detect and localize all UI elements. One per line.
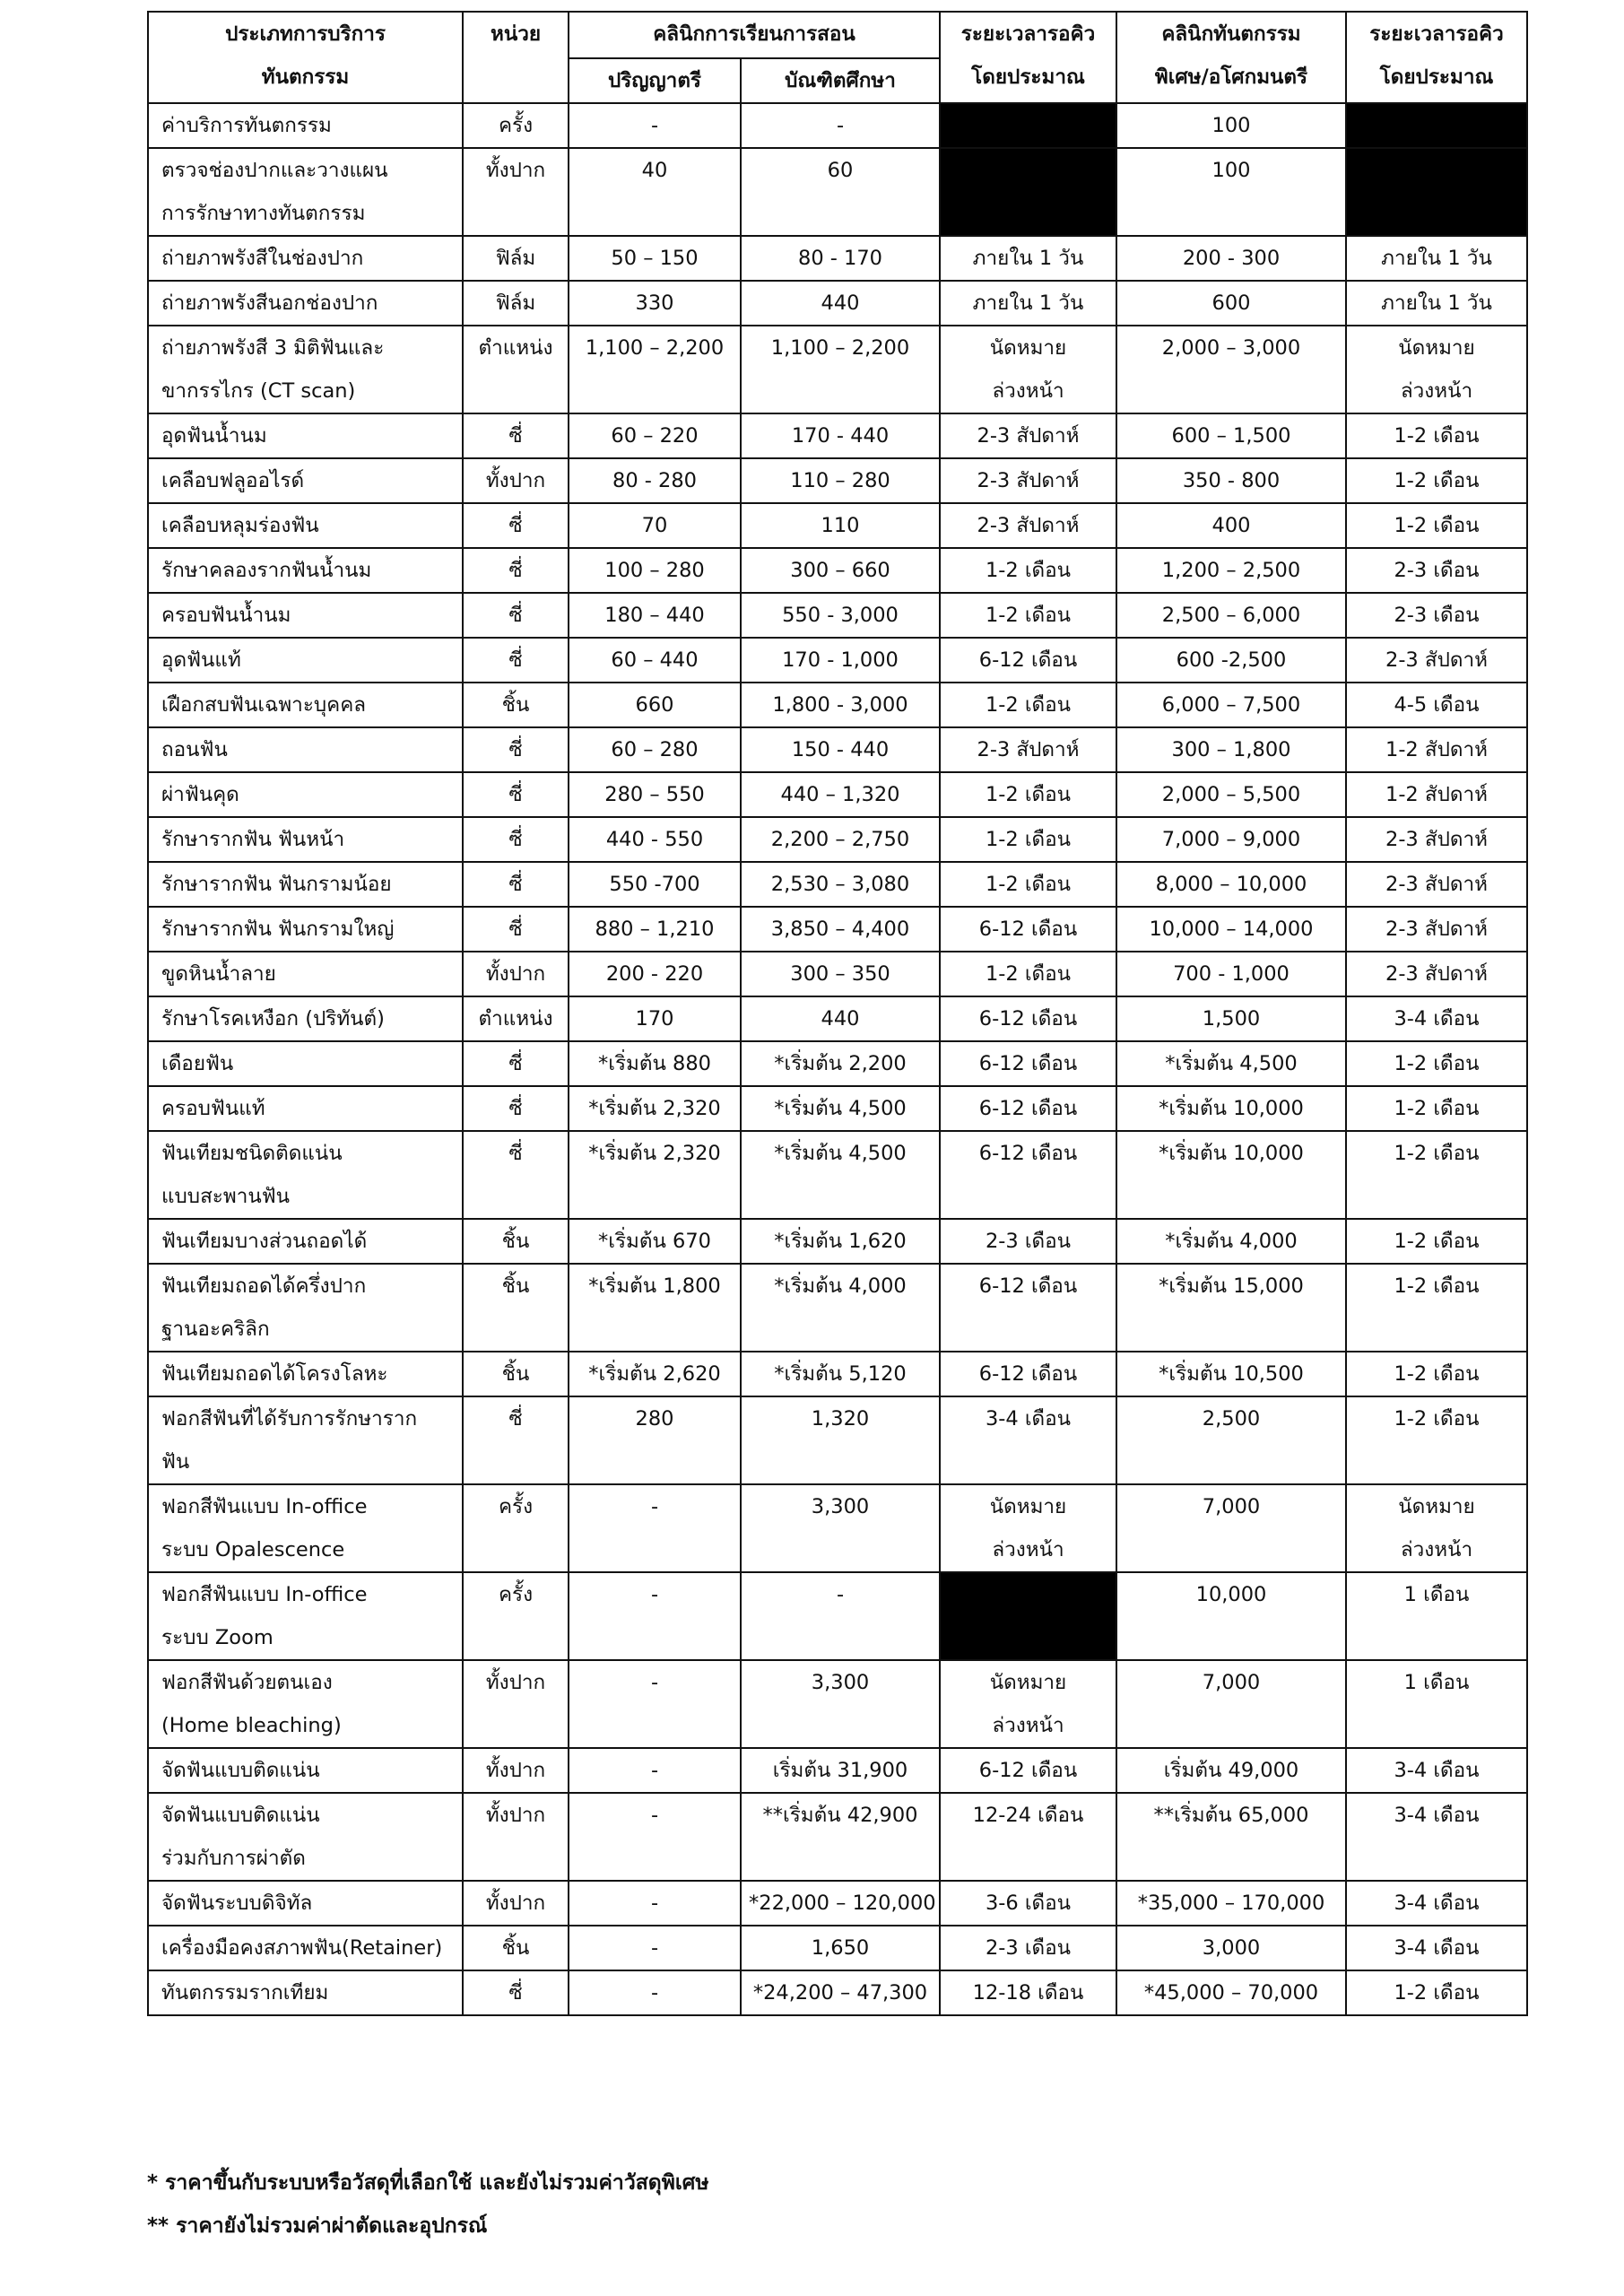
cell-graduate: 3,850 – 4,400 xyxy=(741,907,940,952)
cell-bachelor: 280 xyxy=(569,1396,741,1484)
cell-wait: 3-4 เดือน xyxy=(1346,1926,1527,1970)
cell-graduate: 3,300 xyxy=(741,1660,940,1748)
cell-graduate: 550 - 3,000 xyxy=(741,593,940,638)
cell-wait: นัดหมาย ล่วงหน้า xyxy=(1346,1484,1527,1572)
cell-unit: ซี่ xyxy=(463,862,569,907)
cell-wait: 2-3 สัปดาห์ xyxy=(1346,862,1527,907)
cell-wait: 1-2 สัปดาห์ xyxy=(1346,727,1527,772)
cell-graduate: *เริ่มต้น 1,620 xyxy=(741,1219,940,1264)
cell-special: *45,000 – 70,000 xyxy=(1116,1970,1346,2015)
cell-service: ฟอกสีฟันแบบ In-office ระบบ Opalescence xyxy=(148,1484,463,1572)
cell-bachelor: 200 - 220 xyxy=(569,952,741,996)
cell-unit: ชิ้น xyxy=(463,1219,569,1264)
cell-bachelor: - xyxy=(569,1484,741,1572)
cell-service: รักษารากฟัน ฟันกรามใหญ่ xyxy=(148,907,463,952)
cell-wait: 2-3 สัปดาห์ xyxy=(940,413,1116,458)
cell-wait: 1-2 เดือน xyxy=(1346,503,1527,548)
cell-special: 8,000 – 10,000 xyxy=(1116,862,1346,907)
cell-bachelor: 40 xyxy=(569,148,741,236)
table-row xyxy=(148,1219,1527,1264)
cell-bachelor: 70 xyxy=(569,503,741,548)
table-row xyxy=(148,907,1527,952)
cell-bachelor: 330 xyxy=(569,281,741,326)
table-row xyxy=(148,458,1527,503)
table-row xyxy=(148,548,1527,593)
redacted-cell xyxy=(940,148,1116,236)
cell-unit: ตำแหน่ง xyxy=(463,326,569,413)
cell-service: จัดฟันแบบติดแน่น ร่วมกับการผ่าตัด xyxy=(148,1793,463,1881)
table-row xyxy=(148,862,1527,907)
cell-graduate: 170 - 440 xyxy=(741,413,940,458)
cell-special: *เริ่มต้น 15,000 xyxy=(1116,1264,1346,1352)
cell-service: ขูดหินน้ำลาย xyxy=(148,952,463,996)
header-teaching-clinic: คลินิกการเรียนการสอน xyxy=(569,12,940,58)
table-row xyxy=(148,1484,1527,1572)
cell-wait: 6-12 เดือน xyxy=(940,1041,1116,1086)
cell-service: เครื่องมือคงสภาพฟัน(Retainer) xyxy=(148,1926,463,1970)
cell-special: *เริ่มต้น 4,500 xyxy=(1116,1041,1346,1086)
table-row xyxy=(148,148,1527,236)
cell-wait: 1-2 สัปดาห์ xyxy=(1346,772,1527,817)
cell-special: 600 xyxy=(1116,281,1346,326)
cell-wait: 1-2 เดือน xyxy=(1346,1131,1527,1219)
cell-wait: 6-12 เดือน xyxy=(940,1352,1116,1396)
cell-unit: ชิ้น xyxy=(463,1352,569,1396)
cell-unit: ทั้งปาก xyxy=(463,952,569,996)
cell-special: 2,000 – 3,000 xyxy=(1116,326,1346,413)
cell-unit: ฟิล์ม xyxy=(463,281,569,326)
cell-unit: ซี่ xyxy=(463,413,569,458)
cell-unit: ซี่ xyxy=(463,1086,569,1131)
cell-bachelor: 180 – 440 xyxy=(569,593,741,638)
table-row xyxy=(148,683,1527,727)
cell-wait: 3-4 เดือน xyxy=(1346,1748,1527,1793)
cell-wait: 2-3 สัปดาห์ xyxy=(940,727,1116,772)
header-bachelor: ปริญญาตรี xyxy=(569,58,741,103)
cell-special: เริ่มต้น 49,000 xyxy=(1116,1748,1346,1793)
cell-service: ทันตกรรมรากเทียม xyxy=(148,1970,463,2015)
cell-wait: ภายใน 1 วัน xyxy=(940,281,1116,326)
cell-graduate: *24,200 – 47,300 xyxy=(741,1970,940,2015)
cell-wait: 1 เดือน xyxy=(1346,1572,1527,1660)
cell-service: อุดฟันแท้ xyxy=(148,638,463,683)
cell-wait: 6-12 เดือน xyxy=(940,1264,1116,1352)
table-row xyxy=(148,638,1527,683)
table-row xyxy=(148,727,1527,772)
cell-service: อุดฟันน้ำนม xyxy=(148,413,463,458)
cell-unit: ครั้ง xyxy=(463,1572,569,1660)
cell-wait: 3-4 เดือน xyxy=(1346,996,1527,1041)
cell-graduate: 1,650 xyxy=(741,1926,940,1970)
cell-unit: ครั้ง xyxy=(463,1484,569,1572)
cell-wait: 1-2 เดือน xyxy=(940,683,1116,727)
cell-unit: ทั้งปาก xyxy=(463,1881,569,1926)
cell-wait: 1-2 เดือน xyxy=(940,817,1116,862)
cell-bachelor: - xyxy=(569,1793,741,1881)
table-row xyxy=(148,817,1527,862)
cell-graduate: *เริ่มต้น 5,120 xyxy=(741,1352,940,1396)
cell-graduate: 170 - 1,000 xyxy=(741,638,940,683)
cell-graduate: *เริ่มต้น 4,500 xyxy=(741,1131,940,1219)
cell-wait: 2-3 เดือน xyxy=(1346,593,1527,638)
cell-bachelor: - xyxy=(569,1970,741,2015)
cell-wait: 1-2 เดือน xyxy=(1346,1970,1527,2015)
cell-wait: 2-3 สัปดาห์ xyxy=(940,458,1116,503)
cell-service: ฟันเทียมบางส่วนถอดได้ xyxy=(148,1219,463,1264)
cell-wait: 2-3 เดือน xyxy=(1346,548,1527,593)
cell-special: 400 xyxy=(1116,503,1346,548)
cell-special: 7,000 – 9,000 xyxy=(1116,817,1346,862)
cell-graduate: 1,800 - 3,000 xyxy=(741,683,940,727)
cell-unit: ทั้งปาก xyxy=(463,458,569,503)
cell-special: 7,000 xyxy=(1116,1660,1346,1748)
cell-special: *เริ่มต้น 4,000 xyxy=(1116,1219,1346,1264)
cell-service: เคลือบฟลูออไรด์ xyxy=(148,458,463,503)
cell-unit: ซี่ xyxy=(463,638,569,683)
cell-wait: 2-3 สัปดาห์ xyxy=(1346,638,1527,683)
cell-special: 600 – 1,500 xyxy=(1116,413,1346,458)
cell-bachelor: 60 – 440 xyxy=(569,638,741,683)
cell-graduate: 3,300 xyxy=(741,1484,940,1572)
cell-wait: นัดหมาย ล่วงหน้า xyxy=(940,1660,1116,1748)
cell-graduate: 440 xyxy=(741,281,940,326)
cell-special: 2,500 – 6,000 xyxy=(1116,593,1346,638)
cell-bachelor: 550 -700 xyxy=(569,862,741,907)
cell-unit: ครั้ง xyxy=(463,103,569,148)
cell-service: ฟันเทียมถอดได้ครึ่งปาก ฐานอะคริลิก xyxy=(148,1264,463,1352)
cell-special: 600 -2,500 xyxy=(1116,638,1346,683)
cell-unit: ซี่ xyxy=(463,907,569,952)
cell-service: ฟอกสีฟันที่ได้รับการรักษาราก ฟัน xyxy=(148,1396,463,1484)
cell-wait: 6-12 เดือน xyxy=(940,996,1116,1041)
cell-unit: ซี่ xyxy=(463,1131,569,1219)
cell-service: รักษาโรคเหงือก (ปริทันต์) xyxy=(148,996,463,1041)
cell-wait: 1-2 เดือน xyxy=(940,548,1116,593)
cell-service: ฟอกสีฟันด้วยตนเอง (Home bleaching) xyxy=(148,1660,463,1748)
cell-bachelor: - xyxy=(569,1748,741,1793)
cell-bachelor: 440 - 550 xyxy=(569,817,741,862)
cell-special: 6,000 – 7,500 xyxy=(1116,683,1346,727)
cell-wait: 2-3 เดือน xyxy=(940,1926,1116,1970)
cell-graduate: 1,100 – 2,200 xyxy=(741,326,940,413)
cell-bachelor: - xyxy=(569,1881,741,1926)
cell-wait: 1-2 เดือน xyxy=(1346,1264,1527,1352)
redacted-cell xyxy=(1346,103,1527,148)
table-row xyxy=(148,1352,1527,1396)
cell-service: ครอบฟันน้ำนม xyxy=(148,593,463,638)
cell-graduate: *22,000 – 120,000 xyxy=(741,1881,940,1926)
table-row xyxy=(148,593,1527,638)
cell-graduate: 80 - 170 xyxy=(741,236,940,281)
cell-wait: 1-2 เดือน xyxy=(940,772,1116,817)
cell-graduate: 150 - 440 xyxy=(741,727,940,772)
cell-graduate: 110 xyxy=(741,503,940,548)
cell-special: 200 - 300 xyxy=(1116,236,1346,281)
table-row xyxy=(148,1131,1527,1219)
table-row xyxy=(148,503,1527,548)
cell-service: ถ่ายภาพรังสี 3 มิติฟันและ ขากรรไกร (CT scan) xyxy=(148,326,463,413)
cell-special: 7,000 xyxy=(1116,1484,1346,1572)
cell-wait: ภายใน 1 วัน xyxy=(1346,236,1527,281)
cell-graduate: 2,200 – 2,750 xyxy=(741,817,940,862)
cell-graduate: 300 – 350 xyxy=(741,952,940,996)
cell-wait: 6-12 เดือน xyxy=(940,1086,1116,1131)
table-row xyxy=(148,103,1527,148)
price-table xyxy=(147,11,1528,2016)
cell-service: ฟันเทียมชนิดติดแน่น แบบสะพานฟัน xyxy=(148,1131,463,1219)
table-row xyxy=(148,1396,1527,1484)
cell-unit: ชิ้น xyxy=(463,1264,569,1352)
cell-wait: 1-2 เดือน xyxy=(1346,1086,1527,1131)
cell-special: 100 xyxy=(1116,103,1346,148)
cell-service: ถ่ายภาพรังสีในช่องปาก xyxy=(148,236,463,281)
cell-wait: 1-2 เดือน xyxy=(940,952,1116,996)
cell-unit: ซี่ xyxy=(463,1396,569,1484)
cell-wait: 6-12 เดือน xyxy=(940,1748,1116,1793)
table-row xyxy=(148,1264,1527,1352)
cell-wait: 3-4 เดือน xyxy=(1346,1793,1527,1881)
table-row xyxy=(148,1660,1527,1748)
cell-special: *เริ่มต้น 10,500 xyxy=(1116,1352,1346,1396)
cell-bachelor: 80 - 280 xyxy=(569,458,741,503)
cell-wait: 2-3 สัปดาห์ xyxy=(1346,907,1527,952)
cell-wait: 1-2 เดือน xyxy=(940,593,1116,638)
cell-wait: 1-2 เดือน xyxy=(1346,1396,1527,1484)
cell-wait: นัดหมาย ล่วงหน้า xyxy=(940,1484,1116,1572)
cell-wait: 1-2 เดือน xyxy=(1346,1352,1527,1396)
redacted-cell xyxy=(940,1572,1116,1660)
cell-service: ถ่ายภาพรังสีนอกช่องปาก xyxy=(148,281,463,326)
cell-unit: ซี่ xyxy=(463,593,569,638)
cell-wait: 1 เดือน xyxy=(1346,1660,1527,1748)
header-graduate: บัณฑิตศึกษา xyxy=(741,58,940,103)
table-row xyxy=(148,236,1527,281)
cell-graduate: - xyxy=(741,1572,940,1660)
cell-special: *เริ่มต้น 10,000 xyxy=(1116,1131,1346,1219)
cell-service: ฟันเทียมถอดได้โครงโลหะ xyxy=(148,1352,463,1396)
cell-wait: 1-2 เดือน xyxy=(1346,413,1527,458)
cell-bachelor: *เริ่มต้น 2,320 xyxy=(569,1086,741,1131)
cell-wait: 2-3 สัปดาห์ xyxy=(1346,952,1527,996)
cell-graduate: **เริ่มต้น 42,900 xyxy=(741,1793,940,1881)
cell-graduate: 1,320 xyxy=(741,1396,940,1484)
cell-special: *35,000 – 170,000 xyxy=(1116,1881,1346,1926)
table-row xyxy=(148,772,1527,817)
cell-unit: ซี่ xyxy=(463,1041,569,1086)
cell-special: **เริ่มต้น 65,000 xyxy=(1116,1793,1346,1881)
cell-wait: 1-2 เดือน xyxy=(1346,1219,1527,1264)
cell-bachelor: *เริ่มต้น 2,320 xyxy=(569,1131,741,1219)
cell-graduate: *เริ่มต้น 4,000 xyxy=(741,1264,940,1352)
cell-unit: ชิ้น xyxy=(463,1926,569,1970)
footnote-2: ** ราคายังไม่รวมค่าผ่าตัดและอุปกรณ์ xyxy=(147,2214,488,2238)
table-row xyxy=(148,1041,1527,1086)
table-row xyxy=(148,1926,1527,1970)
cell-graduate: เริ่มต้น 31,900 xyxy=(741,1748,940,1793)
cell-wait: 6-12 เดือน xyxy=(940,1131,1116,1219)
cell-service: จัดฟันแบบติดแน่น xyxy=(148,1748,463,1793)
cell-bachelor: - xyxy=(569,1926,741,1970)
cell-unit: ฟิล์ม xyxy=(463,236,569,281)
cell-graduate: *เริ่มต้น 2,200 xyxy=(741,1041,940,1086)
cell-special: 300 – 1,800 xyxy=(1116,727,1346,772)
cell-wait: 12-24 เดือน xyxy=(940,1793,1116,1881)
cell-wait: 4-5 เดือน xyxy=(1346,683,1527,727)
cell-wait: 3-6 เดือน xyxy=(940,1881,1116,1926)
cell-special: 350 - 800 xyxy=(1116,458,1346,503)
cell-graduate: 300 – 660 xyxy=(741,548,940,593)
cell-wait: 12-18 เดือน xyxy=(940,1970,1116,2015)
cell-unit: ซี่ xyxy=(463,548,569,593)
cell-service: เดือยฟัน xyxy=(148,1041,463,1086)
cell-wait: 6-12 เดือน xyxy=(940,907,1116,952)
cell-special: 2,500 xyxy=(1116,1396,1346,1484)
footnote-1: * ราคาขึ้นกับระบบหรือวัสดุที่เลือกใช้ และยังไม่รวมค่าวัสดุพิเศษ xyxy=(147,2171,709,2195)
cell-service: รักษาคลองรากฟันน้ำนม xyxy=(148,548,463,593)
cell-service: ถอนฟัน xyxy=(148,727,463,772)
table-body xyxy=(148,103,1527,2015)
cell-bachelor: 660 xyxy=(569,683,741,727)
cell-service: จัดฟันระบบดิจิทัล xyxy=(148,1881,463,1926)
cell-wait: ภายใน 1 วัน xyxy=(1346,281,1527,326)
cell-bachelor: *เริ่มต้น 880 xyxy=(569,1041,741,1086)
redacted-cell xyxy=(1346,148,1527,236)
cell-unit: ทั้งปาก xyxy=(463,148,569,236)
table-row xyxy=(148,1793,1527,1881)
cell-service: เฝือกสบฟันเฉพาะบุคคล xyxy=(148,683,463,727)
cell-bachelor: 1,100 – 2,200 xyxy=(569,326,741,413)
table-row xyxy=(148,1970,1527,2015)
cell-bachelor: *เริ่มต้น 1,800 xyxy=(569,1264,741,1352)
cell-graduate: 2,530 – 3,080 xyxy=(741,862,940,907)
cell-special: 700 - 1,000 xyxy=(1116,952,1346,996)
cell-unit: ตำแหน่ง xyxy=(463,996,569,1041)
cell-special: 100 xyxy=(1116,148,1346,236)
cell-wait: 1-2 เดือน xyxy=(1346,458,1527,503)
cell-service: ค่าบริการทันตกรรม xyxy=(148,103,463,148)
cell-wait: นัดหมาย ล่วงหน้า xyxy=(940,326,1116,413)
cell-graduate: 440 – 1,320 xyxy=(741,772,940,817)
cell-bachelor: - xyxy=(569,103,741,148)
cell-special: 2,000 – 5,500 xyxy=(1116,772,1346,817)
cell-wait: 3-4 เดือน xyxy=(1346,1881,1527,1926)
cell-wait: 2-3 เดือน xyxy=(940,1219,1116,1264)
cell-wait: ภายใน 1 วัน xyxy=(940,236,1116,281)
cell-wait: 3-4 เดือน xyxy=(940,1396,1116,1484)
cell-bachelor: - xyxy=(569,1572,741,1660)
cell-graduate: - xyxy=(741,103,940,148)
cell-service: ผ่าฟันคุด xyxy=(148,772,463,817)
cell-graduate: 440 xyxy=(741,996,940,1041)
table-row xyxy=(148,1748,1527,1793)
cell-service: ตรวจช่องปากและวางแผน การรักษาทางทันตกรรม xyxy=(148,148,463,236)
table-row xyxy=(148,952,1527,996)
cell-unit: ซี่ xyxy=(463,727,569,772)
cell-unit: ชิ้น xyxy=(463,683,569,727)
cell-service: รักษารากฟัน ฟันกรามน้อย xyxy=(148,862,463,907)
cell-bachelor: 60 – 220 xyxy=(569,413,741,458)
cell-special: 1,500 xyxy=(1116,996,1346,1041)
table-row xyxy=(148,1086,1527,1131)
header-service-type: ประเภทการบริการ ทันตกรรม xyxy=(148,12,463,103)
cell-service: ฟอกสีฟันแบบ In-office ระบบ Zoom xyxy=(148,1572,463,1660)
cell-service: รักษารากฟัน ฟันหน้า xyxy=(148,817,463,862)
cell-graduate: 60 xyxy=(741,148,940,236)
cell-bachelor: *เริ่มต้น 2,620 xyxy=(569,1352,741,1396)
cell-bachelor: 100 – 280 xyxy=(569,548,741,593)
cell-special: 10,000 xyxy=(1116,1572,1346,1660)
redacted-cell xyxy=(940,103,1116,148)
cell-service: ครอบฟันแท้ xyxy=(148,1086,463,1131)
cell-bachelor: - xyxy=(569,1660,741,1748)
cell-unit: ทั้งปาก xyxy=(463,1660,569,1748)
header-unit: หน่วย xyxy=(463,12,569,103)
cell-special: 1,200 – 2,500 xyxy=(1116,548,1346,593)
table-row xyxy=(148,326,1527,413)
table-row xyxy=(148,1881,1527,1926)
cell-wait: นัดหมาย ล่วงหน้า xyxy=(1346,326,1527,413)
cell-wait: 2-3 สัปดาห์ xyxy=(940,503,1116,548)
table-row xyxy=(148,413,1527,458)
footnotes xyxy=(147,2161,709,2248)
cell-unit: ซี่ xyxy=(463,503,569,548)
cell-bachelor: 880 – 1,210 xyxy=(569,907,741,952)
cell-bachelor: *เริ่มต้น 670 xyxy=(569,1219,741,1264)
cell-unit: ทั้งปาก xyxy=(463,1748,569,1793)
cell-unit: ซี่ xyxy=(463,772,569,817)
cell-wait: 1-2 เดือน xyxy=(940,862,1116,907)
cell-special: *เริ่มต้น 10,000 xyxy=(1116,1086,1346,1131)
header-special-clinic: คลินิกทันตกรรม พิเศษ/อโศกมนตรี xyxy=(1116,12,1346,103)
cell-bachelor: 280 – 550 xyxy=(569,772,741,817)
table-row xyxy=(148,996,1527,1041)
cell-wait: 1-2 เดือน xyxy=(1346,1041,1527,1086)
cell-special: 10,000 – 14,000 xyxy=(1116,907,1346,952)
cell-special: 3,000 xyxy=(1116,1926,1346,1970)
cell-wait: 2-3 สัปดาห์ xyxy=(1346,817,1527,862)
cell-unit: ซี่ xyxy=(463,817,569,862)
cell-unit: ซี่ xyxy=(463,1970,569,2015)
cell-unit: ทั้งปาก xyxy=(463,1793,569,1881)
cell-bachelor: 60 – 280 xyxy=(569,727,741,772)
cell-bachelor: 170 xyxy=(569,996,741,1041)
cell-bachelor: 50 – 150 xyxy=(569,236,741,281)
cell-graduate: *เริ่มต้น 4,500 xyxy=(741,1086,940,1131)
cell-graduate: 110 – 280 xyxy=(741,458,940,503)
table-row xyxy=(148,281,1527,326)
header-wait-time-2: ระยะเวลารอคิว โดยประมาณ xyxy=(1346,12,1527,103)
cell-wait: 6-12 เดือน xyxy=(940,638,1116,683)
header-wait-time-1: ระยะเวลารอคิว โดยประมาณ xyxy=(940,12,1116,103)
table-row xyxy=(148,1572,1527,1660)
cell-service: เคลือบหลุมร่องฟัน xyxy=(148,503,463,548)
